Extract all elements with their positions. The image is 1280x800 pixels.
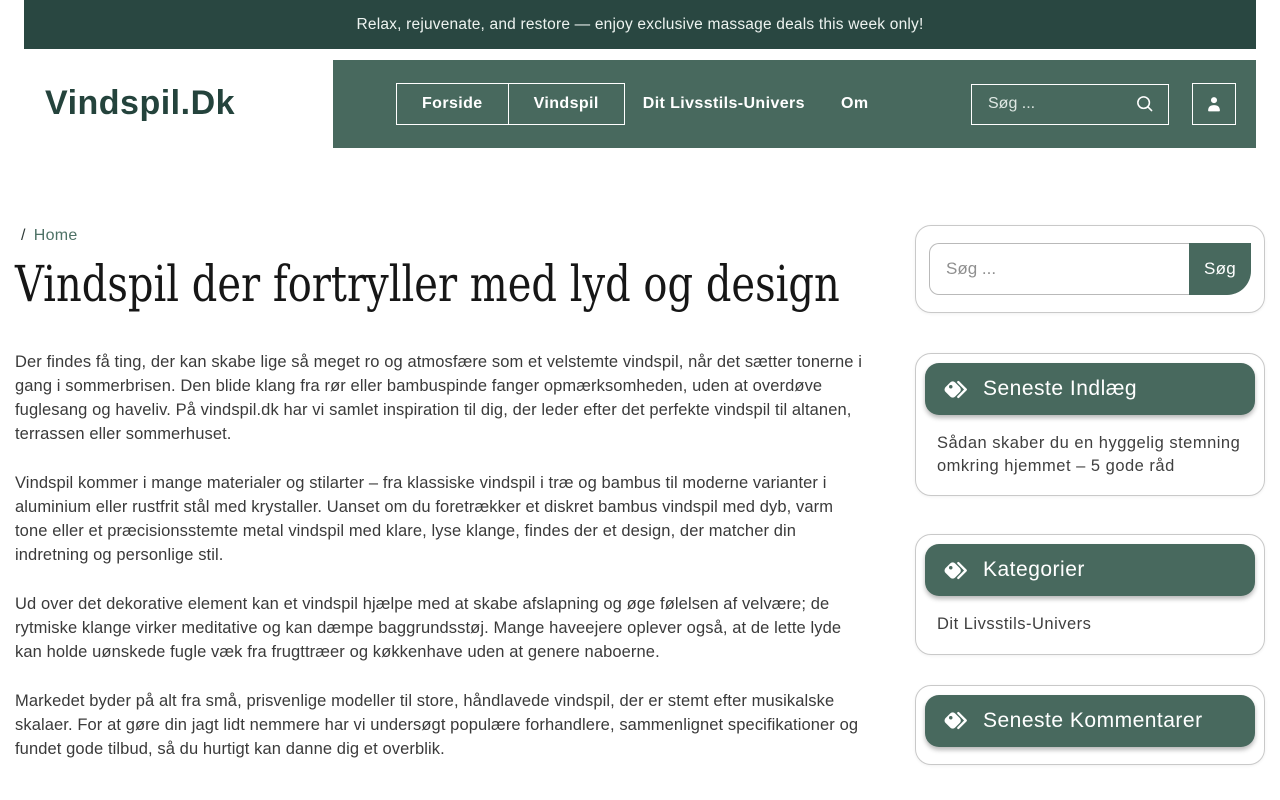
sidebar bbox=[915, 225, 1265, 765]
page-title: Vindspil der fortryller med lyd og design bbox=[15, 255, 840, 313]
article-paragraph: Markedet byder på alt fra små, prisvenlige modeller til store, håndlavede vindspil, der er stemt efter musikalske skalaer. For at gøre din jagt lidt nemmere har vi undersøgt populære forhandlere, sammenlignet specifikationer og fundet gode tilbud, så du hurtigt kan danne dig et overblik. bbox=[15, 692, 859, 758]
sidebar-search-input[interactable] bbox=[929, 243, 1189, 295]
categories-widget bbox=[915, 534, 1265, 655]
sidebar-search-button[interactable]: Søg bbox=[1189, 243, 1251, 295]
category-link[interactable]: Dit Livsstils-Univers bbox=[937, 615, 1092, 633]
promo-banner bbox=[24, 0, 1256, 49]
tag-icon bbox=[943, 707, 970, 734]
breadcrumb-home-link[interactable]: Home bbox=[33, 227, 78, 244]
breadcrumb bbox=[15, 227, 862, 245]
categories-widget-title: Kategorier bbox=[983, 558, 1085, 581]
recent-comments-widget-header bbox=[925, 695, 1255, 747]
nav-item-dit-livsstils-univers[interactable]: Dit Livsstils-Univers bbox=[642, 95, 805, 112]
main-navbar bbox=[333, 60, 1256, 148]
recent-comments-widget-title: Seneste Kommentarer bbox=[983, 708, 1203, 732]
sidebar-search-widget bbox=[915, 225, 1265, 313]
recent-comments-widget bbox=[915, 685, 1265, 765]
header-search-box bbox=[971, 84, 1169, 125]
nav-item-forside[interactable]: Forside bbox=[396, 83, 509, 125]
header-search-input[interactable] bbox=[988, 95, 1134, 113]
magnifier-icon[interactable] bbox=[1134, 93, 1156, 115]
tag-icon bbox=[943, 376, 970, 403]
recent-posts-widget bbox=[915, 353, 1265, 496]
article-paragraph: Ud over det dekorative element kan et vindspil hjælpe med at skabe afslapning og øge følelsen af velvære; de rytmiske klange virker meditative og kan dæmpe baggrundsstøj. Mange haveejere oplever også, at de lette lyde kan holde uønskede fugle væk fra frugttræer og køkkenhave uden at genere naboerne. bbox=[15, 595, 842, 661]
main-content bbox=[15, 227, 862, 761]
article-paragraph: Der findes få ting, der kan skabe lige så meget ro og atmosfære som et velstemte vindspil, når det sætter tonerne i gang i sommerbrisen. Den blide klang fra rør eller bambuspinde fanger opmærksomheden, uden at overdøve fuglesang og haveliv. På vindspil.dk har vi samlet inspiration til dig, der leder efter det perfekte vindspil til altanen, terrassen eller sommerhuset. bbox=[15, 353, 862, 443]
article-paragraph: Vindspil kommer i mange materialer og stilarter – fra klassiske vindspil i træ og bambus til moderne varianter i aluminium eller rustfrit stål med krystaller. Uanset om du foretrækker et diskret bambus vindspil med dyb, varm tone eller et præcisionsstemte metal vindspil med klare, lyse klange, findes der et design, der matcher din indretning og personlige stil. bbox=[15, 474, 834, 564]
recent-posts-widget-title: Seneste Indlæg bbox=[983, 377, 1138, 400]
nav-item-vindspil[interactable]: Vindspil bbox=[508, 83, 625, 125]
breadcrumb-separator: / bbox=[21, 227, 26, 244]
person-icon bbox=[1203, 93, 1225, 115]
categories-widget-header bbox=[925, 544, 1255, 596]
nav-item-om[interactable]: Om bbox=[840, 95, 869, 112]
site-logo[interactable]: Vindspil.Dk bbox=[45, 84, 236, 122]
recent-posts-widget-header bbox=[925, 363, 1255, 415]
tag-icon bbox=[943, 557, 970, 584]
account-button[interactable] bbox=[1192, 83, 1236, 125]
recent-post-link[interactable]: Sådan skaber du en hyggelig stemning omkring hjemmet – 5 gode råd bbox=[937, 434, 1241, 475]
promo-banner-text: Relax, rejuvenate, and restore — enjoy exclusive massage deals this week only! bbox=[356, 15, 924, 33]
